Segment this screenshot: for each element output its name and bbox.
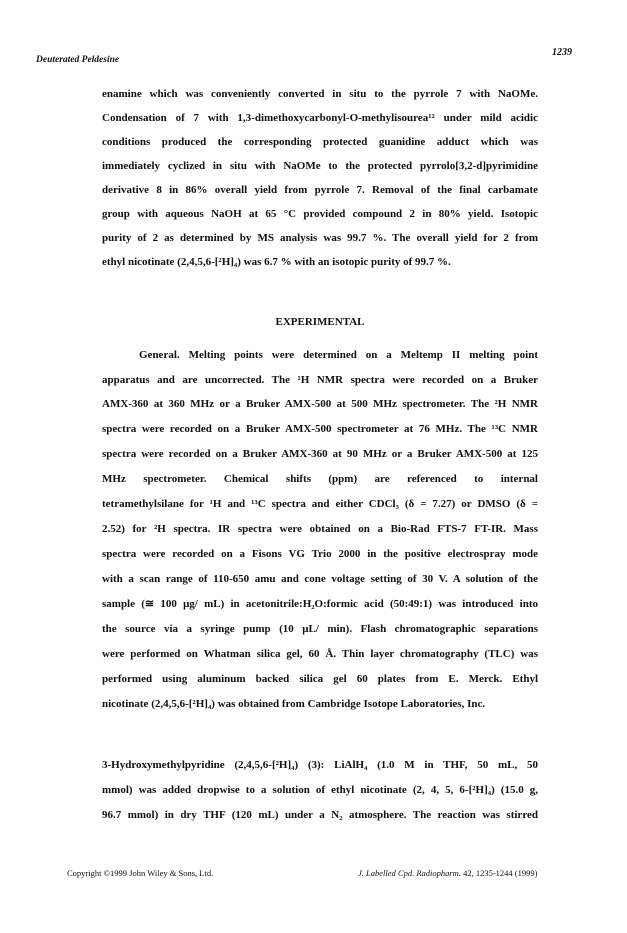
- general-lead: General.: [139, 349, 180, 361]
- general-line: MHz spectrometer. Chemical shifts (ppm) are referenced to internal: [102, 473, 538, 485]
- general-line: spectra were recorded on a Bruker AMX-360 at 90 MHz or a Bruker AMX-500 at 125: [102, 448, 538, 460]
- general-line: Melting points were determined on a Meltemp II melting point: [188, 349, 539, 361]
- procedure-line: LiAlH₄ (1.0 M in THF, 50 mL, 50: [334, 759, 539, 771]
- paragraph-line: immediately cyclized in situ with NaOMe to the protected pyrrolo[3,2-d]pyrimidine: [102, 160, 538, 172]
- general-line: 2.52) for ²H spectra. IR spectra were obtained on a Bio-Rad FTS-7 FT-IR. Mass: [102, 523, 538, 535]
- general-line: apparatus and are uncorrected. The ¹H NMR spectra were recorded on a Bruker: [102, 374, 538, 386]
- procedure-line: 96.7 mmol) in dry THF (120 mL) under a N₂ atmosphere. The reaction was stirred: [102, 809, 538, 821]
- paragraph-line: purity of 2 as determined by MS analysis was 99.7 %. The overall yield for 2 from: [102, 232, 538, 244]
- paragraph-line: ethyl nicotinate (2,4,5,6-[²H]₄) was 6.7 % with an isotopic purity of 99.7 %.: [102, 256, 451, 268]
- citation-details: 42, 1235-1244 (1999): [463, 868, 538, 878]
- general-first-line: [139, 348, 538, 362]
- section-heading: EXPERIMENTAL: [275, 316, 365, 328]
- general-line: AMX-360 at 360 MHz or a Bruker AMX-500 at 500 MHz spectrometer. The ²H NMR: [102, 398, 538, 410]
- procedure-lead: 3-Hydroxymethylpyridine (2,4,5,6-[²H]₄) (3):: [102, 759, 325, 771]
- general-line: the source via a syringe pump (10 μL/ min). Flash chromatographic separations: [102, 623, 538, 635]
- paragraph-line: Condensation of 7 with 1,3-dimethoxycarbonyl-O-methylisourea¹² under mild acidic: [102, 112, 538, 124]
- copyright-notice: Copyright ©1999 John Wiley & Sons, Ltd.: [67, 868, 214, 878]
- general-line: with a scan range of 110-650 amu and cone voltage setting of 30 V. A solution of the: [102, 573, 538, 585]
- running-title: Deuterated Peldesine: [36, 55, 120, 65]
- journal-citation: [358, 868, 537, 878]
- paragraph-line: conditions produced the corresponding protected guanidine adduct which was: [102, 136, 538, 148]
- paragraph-line: enamine which was conveniently converted in situ to the pyrrole 7 with NaOMe.: [102, 88, 538, 100]
- general-line: nicotinate (2,4,5,6-[²H]₄) was obtained from Cambridge Isotope Laboratories, Inc.: [102, 698, 486, 710]
- paragraph-line: derivative 8 in 86% overall yield from pyrrole 7. Removal of the final carbamate: [102, 184, 538, 196]
- general-line: were performed on Whatman silica gel, 60 Å. Thin layer chromatography (TLC) was: [102, 648, 538, 660]
- page-number: 1239: [552, 47, 572, 58]
- procedure-first-line: [102, 758, 538, 772]
- general-line: spectra were recorded on a Fisons VG Trio 2000 in the positive electrospray mode: [102, 548, 538, 560]
- general-line: spectra were recorded on a Bruker AMX-500 spectrometer at 76 MHz. The ¹³C NMR: [102, 423, 538, 435]
- paragraph-line: group with aqueous NaOH at 65 °C provided compound 2 in 80% yield. Isotopic: [102, 208, 538, 220]
- procedure-line: mmol) was added dropwise to a solution of ethyl nicotinate (2, 4, 5, 6-[²H]₄) (15.0 g,: [102, 784, 538, 796]
- journal-name: J. Labelled Cpd. Radiopharm.: [358, 868, 461, 878]
- general-line: tetramethylsilane for ¹H and ¹³C spectra and either CDCl₃ (δ = 7.27) or DMSO (δ =: [102, 498, 538, 510]
- general-line: sample (≅ 100 μg/ mL) in acetonitrile:H₂O:formic acid (50:49:1) was introduced into: [102, 598, 538, 610]
- general-line: performed using aluminum backed silica gel 60 plates from E. Merck. Ethyl: [102, 673, 538, 685]
